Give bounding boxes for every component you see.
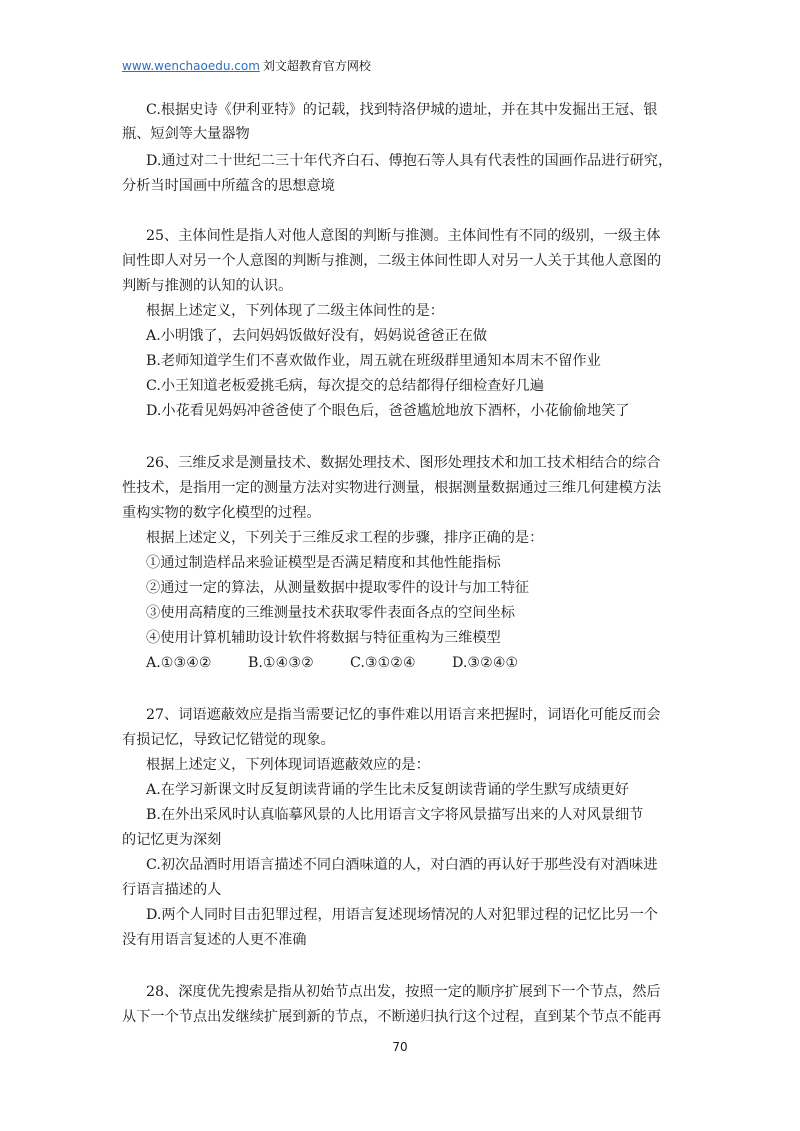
q26-option-c: C.③①②④ bbox=[350, 655, 416, 671]
q27-option-d-line-2: 没有用语言复述的人更不准确 bbox=[122, 932, 307, 948]
q25-option-a: A.小明饿了，去问妈妈饭做好没有，妈妈说爸爸正在做 bbox=[146, 328, 488, 344]
q27-option-d-line-1: D.两个人同时目击犯罪过程，用语言复述现场情况的人对犯罪过程的记忆比另一个 bbox=[146, 907, 658, 923]
q26-step-3: ③使用高精度的三维测量技术获取零件表面各点的空间坐标 bbox=[146, 605, 515, 621]
page-number: 70 bbox=[392, 1040, 408, 1054]
q27-question: 根据上述定义，下列体现词语遮蔽效应的是： bbox=[146, 757, 430, 773]
q28-stem-line-1: 28、深度优先搜索是指从初始节点出发，按照一定的顺序扩展到下一个节点，然后 bbox=[146, 984, 661, 1000]
q27-option-c-line-1: C.初次品酒时用语言描述不同白酒味道的人，对白酒的再认好于那些没有对酒味进 bbox=[146, 857, 658, 873]
q26-option-a: A.①③④② bbox=[146, 655, 212, 671]
q28-stem-line-2: 从下一个节点出发继续扩展到新的节点，不断递归执行这个过程，直到某个节点不能再 bbox=[122, 1009, 662, 1025]
q27-option-a: A.在学习新课文时反复朗读背诵的学生比未反复朗读背诵的学生默写成绩更好 bbox=[146, 782, 629, 798]
q25-stem-line-3: 判断与推测的认知的认识。 bbox=[122, 278, 293, 294]
q27-stem-line-1: 27、词语遮蔽效应是指当需要记忆的事件难以用语言来把握时，词语化可能反而会 bbox=[146, 707, 661, 723]
q26-option-d: D.③②④① bbox=[452, 655, 519, 671]
q25-option-b: B.老师知道学生们不喜欢做作业，周五就在班级群里通知本周末不留作业 bbox=[146, 353, 601, 369]
page-header bbox=[122, 58, 371, 74]
q27-option-c-line-2: 行语言描述的人 bbox=[122, 882, 222, 898]
q26-step-1: ①通过制造样品来验证模型是否满足精度和其他性能指标 bbox=[146, 555, 501, 571]
q24-option-d-line-2: 分析当时国画中所蕴含的思想意境 bbox=[122, 178, 335, 194]
q27-option-b-line-1: B.在外出采风时认真临摹风景的人比用语言文字将风景描写出来的人对风景细节 bbox=[146, 807, 644, 823]
q25-question: 根据上述定义，下列体现了二级主体间性的是： bbox=[146, 303, 444, 319]
q26-step-2: ②通过一定的算法，从测量数据中提取零件的设计与加工特征 bbox=[146, 580, 530, 596]
q27-stem-line-2: 有损记忆，导致记忆错觉的现象。 bbox=[122, 732, 335, 748]
site-url-link[interactable]: www.wenchaoedu.com bbox=[122, 59, 260, 73]
q26-question: 根据上述定义，下列关于三维反求工程的步骤，排序正确的是： bbox=[146, 530, 544, 546]
q25-option-c: C.小王知道老板爱挑毛病，每次提交的总结都得仔细检查好几遍 bbox=[146, 378, 544, 394]
q24-option-d-line-1: D.通过对二十世纪二三十年代齐白石、傅抱石等人具有代表性的国画作品进行研究， bbox=[146, 153, 673, 169]
q26-options-row bbox=[146, 650, 518, 676]
q26-stem-line-1: 26、三维反求是测量技术、数据处理技术、图形处理技术和加工技术相结合的综合 bbox=[146, 455, 661, 471]
q26-stem-line-2: 性技术，是指用一定的测量方法对实物进行测量，根据测量数据通过三维几何建模方法 bbox=[122, 480, 662, 496]
q27-option-b-line-2: 的记忆更为深刻 bbox=[122, 832, 222, 848]
q25-stem-line-2: 间性即人对另一个人意图的判断与推测，二级主体间性即人对另一人关于其他人意图的 bbox=[122, 253, 662, 269]
q25-stem-line-1: 25、主体间性是指人对他人意图的判断与推测。主体间性有不同的级别，一级主体 bbox=[146, 228, 661, 244]
q24-option-c-line-1: C.根据史诗《伊利亚特》的记载，找到特洛伊城的遗址，并在其中发掘出王冠、银 bbox=[146, 102, 658, 118]
q26-stem-line-3: 重构实物的数字化模型的过程。 bbox=[122, 505, 321, 521]
q26-step-4: ④使用计算机辅助设计软件将数据与特征重构为三维模型 bbox=[146, 630, 501, 646]
q26-option-b: B.①④③② bbox=[248, 655, 314, 671]
q24-option-c-line-2: 瓶、短剑等大量器物 bbox=[122, 126, 250, 142]
site-name: 刘文超教育官方网校 bbox=[262, 59, 371, 73]
q25-option-d: D.小花看见妈妈冲爸爸使了个眼色后，爸爸尴尬地放下酒杯，小花偷偷地笑了 bbox=[146, 403, 630, 419]
